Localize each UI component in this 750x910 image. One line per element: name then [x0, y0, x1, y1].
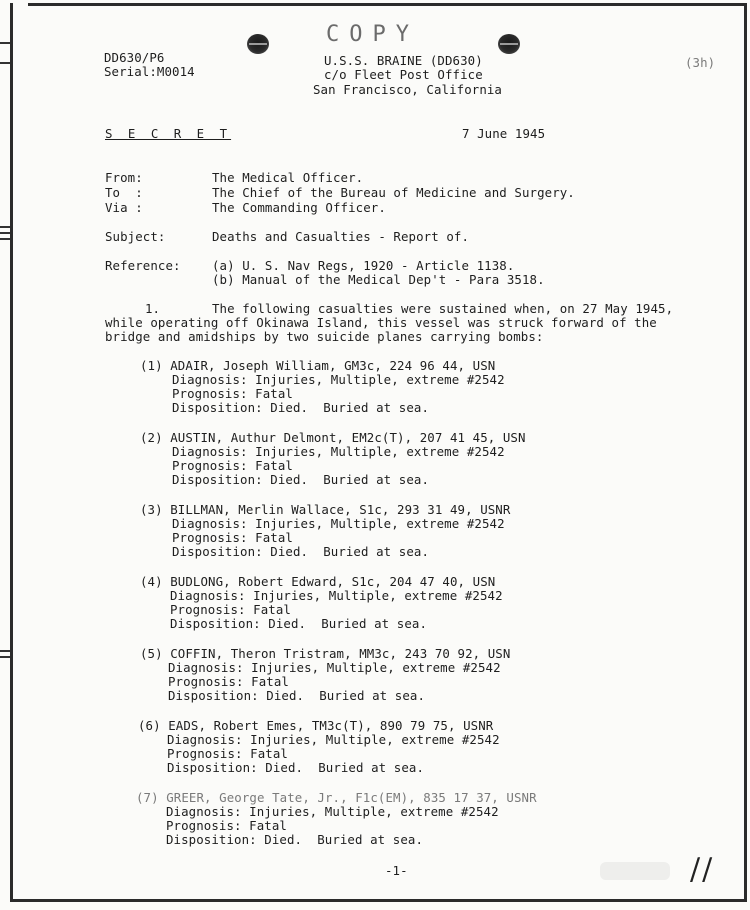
- reference-label: Reference:: [105, 258, 181, 273]
- casualty-prognosis: Prognosis: Fatal: [166, 818, 287, 833]
- casualty-diagnosis: Diagnosis: Injuries, Multiple, extreme #2542: [170, 588, 503, 603]
- margin-tick: [0, 42, 10, 44]
- from-value: The Medical Officer.: [212, 170, 364, 185]
- paragraph-number: 1.: [145, 301, 161, 316]
- scan-border-right: [744, 3, 747, 902]
- margin-tick: [0, 232, 10, 234]
- casualty-prognosis: Prognosis: Fatal: [170, 602, 291, 617]
- city-line: San Francisco, California: [313, 82, 502, 97]
- casualty-name-line: (5) COFFIN, Theron Tristram, MM3c, 243 70 92, USN: [140, 646, 511, 661]
- casualty-disposition: Disposition: Died. Buried at sea.: [167, 760, 425, 775]
- faint-smudge: [600, 862, 670, 880]
- casualty-diagnosis: Diagnosis: Injuries, Multiple, extreme #2542: [166, 804, 499, 819]
- handwritten-mark: //: [690, 852, 715, 887]
- casualty-name-line: (2) AUSTIN, Authur Delmont, EM2c(T), 207 41 45, USN: [140, 430, 526, 445]
- serial-number: Serial:M0014: [104, 64, 195, 79]
- casualty-name-line: (4) BUDLONG, Robert Edward, S1c, 204 47 40, USN: [140, 574, 496, 589]
- copy-stamp: COPY: [326, 22, 419, 47]
- margin-tick: [0, 656, 10, 658]
- subject-label: Subject:: [105, 229, 166, 244]
- casualty-name-line: (3) BILLMAN, Merlin Wallace, S1c, 293 31 49, USNR: [140, 502, 511, 517]
- casualty-disposition: Disposition: Died. Buried at sea.: [172, 472, 430, 487]
- casualty-prognosis: Prognosis: Fatal: [168, 674, 289, 689]
- casualty-diagnosis: Diagnosis: Injuries, Multiple, extreme #2542: [172, 372, 505, 387]
- via-value: The Commanding Officer.: [212, 200, 386, 215]
- to-label: To :: [105, 185, 143, 200]
- margin-tick: [0, 238, 10, 240]
- casualty-disposition: Disposition: Died. Buried at sea.: [172, 544, 430, 559]
- casualty-disposition: Disposition: Died. Buried at sea.: [170, 616, 428, 631]
- fleet-post-office: c/o Fleet Post Office: [324, 67, 483, 82]
- casualty-prognosis: Prognosis: Fatal: [172, 530, 293, 545]
- casualty-name-line: (1) ADAIR, Joseph William, GM3c, 224 96 44, USN: [140, 358, 496, 373]
- reference-line: (a) U. S. Nav Regs, 1920 - Article 1138.: [212, 258, 515, 273]
- casualty-prognosis: Prognosis: Fatal: [167, 746, 288, 761]
- from-label: From:: [105, 170, 143, 185]
- casualty-disposition: Disposition: Died. Buried at sea.: [172, 400, 430, 415]
- reference-line: (b) Manual of the Medical Dep't - Para 3518.: [212, 272, 545, 287]
- paragraph-line: The following casualties were sustained when, on 27 May 1945,: [212, 301, 674, 316]
- casualty-diagnosis: Diagnosis: Injuries, Multiple, extreme #2542: [168, 660, 501, 675]
- casualty-disposition: Disposition: Died. Buried at sea.: [166, 832, 424, 847]
- casualty-name-line: (6) EADS, Robert Emes, TM3c(T), 890 79 75, USNR: [138, 718, 494, 733]
- casualty-disposition: Disposition: Died. Buried at sea.: [168, 688, 426, 703]
- scan-border-left: [10, 3, 13, 902]
- file-code: DD630/P6: [104, 50, 165, 65]
- paragraph-line: bridge and amidships by two suicide planes carrying bombs:: [105, 329, 544, 344]
- casualty-prognosis: Prognosis: Fatal: [172, 386, 293, 401]
- casualty-prognosis: Prognosis: Fatal: [172, 458, 293, 473]
- paragraph-line: while operating off Okinawa Island, this vessel was struck forward of the: [105, 315, 657, 330]
- margin-tick: [0, 650, 10, 652]
- subject-value: Deaths and Casualties - Report of.: [212, 229, 470, 244]
- document-date: 7 June 1945: [462, 126, 546, 141]
- casualty-diagnosis: Diagnosis: Injuries, Multiple, extreme #2542: [172, 516, 505, 531]
- margin-tick: [0, 226, 10, 228]
- scan-border-bottom: [10, 899, 744, 902]
- casualty-diagnosis: Diagnosis: Injuries, Multiple, extreme #2542: [172, 444, 505, 459]
- page-number: -1-: [385, 863, 408, 878]
- classification: S E C R E T: [105, 126, 232, 141]
- casualty-diagnosis: Diagnosis: Injuries, Multiple, extreme #2542: [167, 732, 500, 747]
- corner-mark: (3h): [685, 55, 716, 70]
- scan-border-top: [28, 3, 744, 6]
- ship-name: U.S.S. BRAINE (DD630): [324, 53, 483, 68]
- margin-tick: [0, 62, 10, 64]
- punch-hole-left-icon: [247, 34, 269, 54]
- to-value: The Chief of the Bureau of Medicine and Surgery.: [212, 185, 575, 200]
- via-label: Via :: [105, 200, 143, 215]
- casualty-name-line: (7) GREER, George Tate, Jr., F1c(EM), 835 17 37, USNR: [136, 790, 537, 805]
- punch-hole-right-icon: [498, 34, 520, 54]
